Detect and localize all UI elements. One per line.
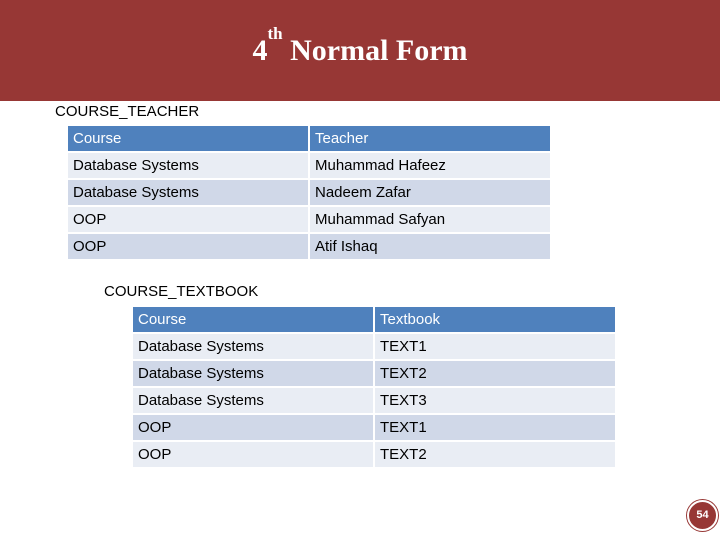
table-row (68, 180, 550, 205)
table-cell: Database Systems (133, 388, 373, 413)
table-row (133, 334, 615, 359)
table-row (133, 415, 615, 440)
table-cell: Nadeem Zafar (310, 180, 550, 205)
table-row (133, 361, 615, 386)
table-cell: Database Systems (133, 361, 373, 386)
course-teacher-label: COURSE_TEACHER (55, 103, 200, 120)
table-row (133, 442, 615, 467)
table-cell: OOP (68, 207, 308, 232)
table-row (68, 234, 550, 259)
table-cell: Database Systems (133, 334, 373, 359)
course-textbook-label: COURSE_TEXTBOOK (104, 283, 259, 300)
course-teacher-table (66, 124, 552, 261)
table-header-row (68, 126, 550, 151)
table-cell: Atif Ishaq (310, 234, 550, 259)
table-cell: TEXT1 (375, 415, 615, 440)
table-cell: Muhammad Safyan (310, 207, 550, 232)
header-cell-course: Course (133, 307, 373, 332)
title-number: 4 (252, 34, 268, 67)
table-cell: TEXT1 (375, 334, 615, 359)
title-superscript: th (267, 24, 283, 43)
table-cell: TEXT2 (375, 361, 615, 386)
table-cell: TEXT2 (375, 442, 615, 467)
table-cell: TEXT3 (375, 388, 615, 413)
header-cell-course: Course (68, 126, 308, 151)
table-cell: OOP (68, 234, 308, 259)
header-cell-textbook: Textbook (375, 307, 615, 332)
table-row (68, 207, 550, 232)
table-header-row (133, 307, 615, 332)
course-textbook-table (131, 305, 617, 469)
table-cell: Database Systems (68, 180, 308, 205)
title-text: Normal Form (282, 34, 468, 67)
table-cell: Database Systems (68, 153, 308, 178)
table-cell: OOP (133, 442, 373, 467)
table-row (133, 388, 615, 413)
page-number-badge: 54 (687, 500, 718, 531)
slide-title (0, 24, 720, 74)
table-row (68, 153, 550, 178)
header-cell-teacher: Teacher (310, 126, 550, 151)
table-cell: Muhammad Hafeez (310, 153, 550, 178)
table-cell: OOP (133, 415, 373, 440)
